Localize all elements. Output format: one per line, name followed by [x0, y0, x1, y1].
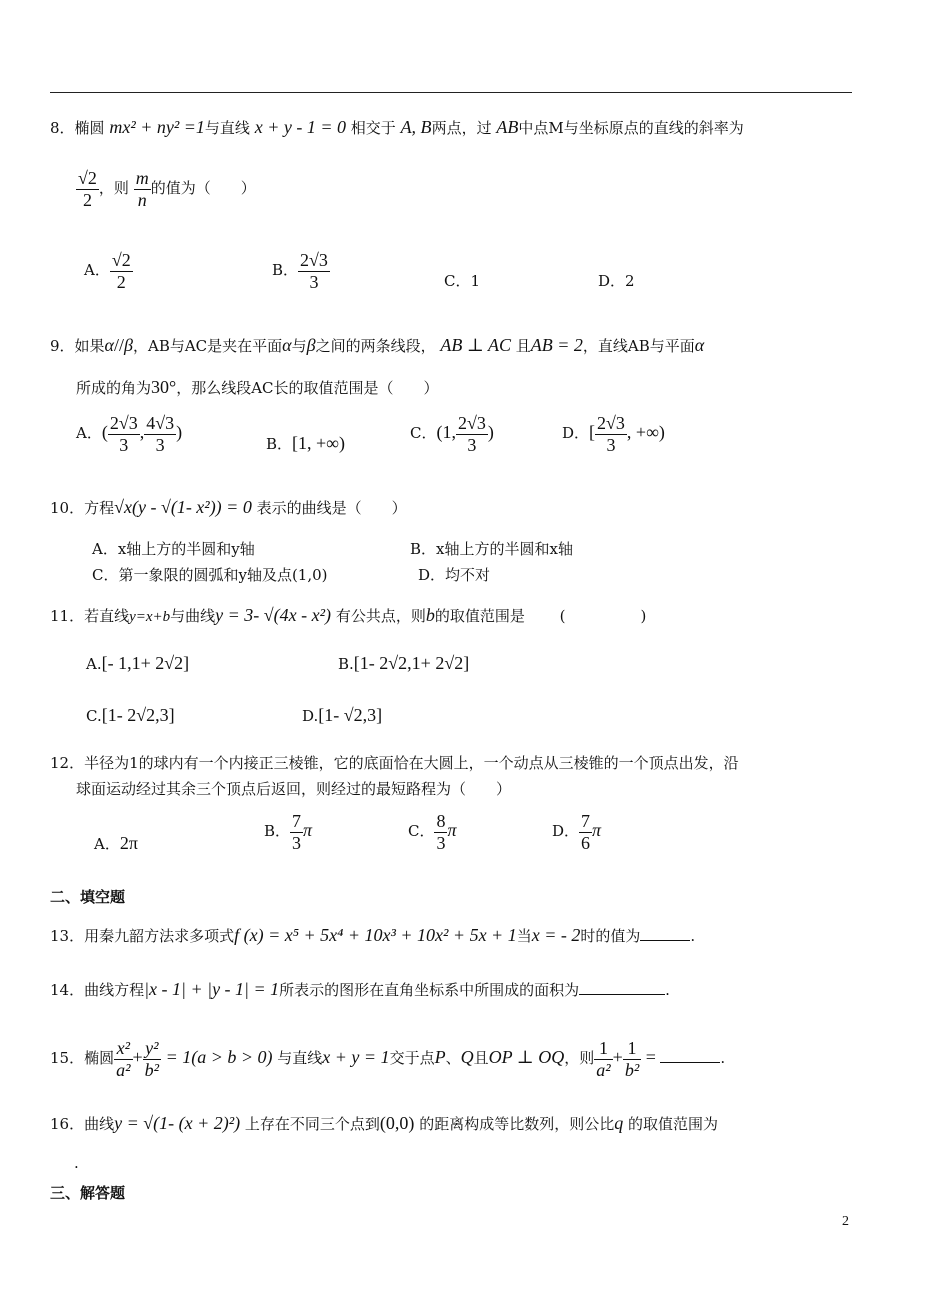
q13-polynomial: f (x) = x⁵ + 5x⁴ + 10x³ + 10x² + 5x + 1 [234, 925, 517, 945]
q9-perp-condition: AB ⊥ AC [440, 335, 511, 355]
q9-number: 9．如果 [50, 337, 105, 355]
header-rule [50, 92, 852, 93]
q8-option-a: A． $\frac{√2}{2}$ [84, 249, 131, 292]
question-12-line2: 球面运动经过其余三个顶点后返回，则经过的最短路程为（ ） [76, 780, 512, 798]
question-8-line2: $\frac{√2}{2}$ ，则 $\frac{m}{n}$ 的值为（ ） [78, 167, 256, 210]
q8-option-b: B． $\frac{2√3}{3}$ [272, 249, 328, 292]
question-9-line2: 所成的角为30°，那么线段AC长的取值范围是（ ） [76, 377, 439, 397]
page-number: 2 [842, 1214, 849, 1229]
q10-option-c: C．第一象限的圆弧和y轴及点(1,0) [92, 566, 328, 584]
q12-option-d: D． $\frac{7}{6}$ π [552, 810, 602, 853]
q8-number: 8． [50, 119, 75, 137]
q12-option-b: B． $\frac{7}{3}$ π [264, 810, 313, 853]
q9-option-b: B．[1, +∞) [266, 433, 346, 453]
q11-option-b: B.[1- 2√2,1+ 2√2] [338, 653, 470, 673]
q10-option-a: A．x轴上方的半圆和y轴 [92, 540, 255, 558]
q9-option-c: C．(1, $\frac{2√3}{3}$ ) [410, 412, 494, 455]
q8-option-c: C．1 [444, 272, 481, 290]
section-fill-in-title: 二、填空题 [50, 888, 126, 906]
q12-option-c: C． $\frac{8}{3}$ π [408, 810, 457, 853]
q9-angle: 30° [151, 377, 177, 397]
question-9-line1: 9．如果α//β，AB与AC是夹在平面α与β之间的两条线段， AB ⊥ AC 且AB = 2，直线AB与平面α [50, 335, 705, 355]
q12-option-a: A．2π [94, 833, 138, 853]
q16-answer-dot: . [74, 1154, 79, 1172]
question-14: 14．曲线方程|x - 1| + |y - 1| = 1所表示的图形在直角坐标系中所围成的面积为 . [50, 979, 670, 999]
question-15: 15．椭圆 $\frac{\text{x²}}{\text{a²}}$ + $\frac{\text{y²}}{\text{b²}}$ = 1(a > b > 0) 与直线x + y = 1交于点P、Q且OP ⊥ OQ，则 $\frac{1}{\text{a²}}$ + $\frac{1}{\text{b²}}$ = . [50, 1037, 726, 1080]
question-8-line1: 8．椭圆 mx² + ny² =1与直线 x + y - 1 = 0 相交于 A, B两点，过 AB中点M与坐标原点的直线的斜率为 [50, 117, 744, 137]
q14-equation: |x - 1| + |y - 1| = 1 [144, 979, 280, 999]
q11-number: 11．若直线 [50, 607, 130, 625]
q11-curve: y = 3- √(4x - x²) [215, 605, 332, 625]
q8-option-d: D．2 [598, 272, 635, 290]
q14-number: 14．曲线方程 [50, 981, 145, 999]
question-12-line1: 12．半径为1的球内有一个内接正三棱锥，它的底面恰在大圆上，一个动点从三棱锥的一个顶点出发，沿 [50, 754, 739, 772]
q8-slope-fraction: $\frac{√2}{2}$ [78, 167, 97, 210]
q10-option-d: D．均不对 [418, 566, 491, 584]
section-answer-title: 三、解答题 [50, 1184, 126, 1202]
q14-answer-blank[interactable] [579, 994, 665, 995]
q16-curve: y = √(1- (x + 2)²) [114, 1113, 241, 1133]
question-13: 13．用秦九韶方法求多项式f (x) = x⁵ + 5x⁴ + 10x³ + 10x² + 5x + 1当x = - 2时的值为 . [50, 925, 696, 945]
question-16: 16．曲线y = √(1- (x + 2)²) 上存在不同三个点到(0,0) 的距离构成等比数列，则公比q 的取值范围为 [50, 1113, 719, 1133]
q13-answer-blank[interactable] [640, 940, 690, 941]
question-10: 10．方程√x(y - √(1- x²)) = 0 表示的曲线是（ ） [50, 497, 407, 517]
q9-option-a: A．( $\frac{2√3}{3}$ , $\frac{4√3}{3}$ ) [76, 412, 183, 455]
q9-option-d: D．[ $\frac{2√3}{3}$ , +∞) [562, 412, 665, 455]
q16-number: 16．曲线 [50, 1115, 115, 1133]
q13-number: 13．用秦九韶方法求多项式 [50, 927, 235, 945]
q10-equation: √x(y - √(1- x²)) = 0 [114, 497, 252, 517]
q8-m-over-n: $\frac{m}{n}$ [135, 167, 149, 210]
q11-option-a: A.[- 1,1+ 2√2] [86, 653, 190, 673]
q11-option-c: C.[1- 2√2,3] [86, 705, 175, 725]
q8-line-eq: x + y - 1 = 0 [254, 117, 346, 137]
q15-answer-blank[interactable] [660, 1062, 720, 1063]
q8-ellipse-eq: mx² + ny² =1 [109, 117, 205, 137]
q15-number: 15．椭圆 [50, 1049, 115, 1067]
q10-option-b: B．x轴上方的半圆和x轴 [410, 540, 573, 558]
q10-number: 10．方程 [50, 499, 115, 517]
q11-option-d: D.[1- √2,3] [302, 705, 383, 725]
question-11: 11．若直线y=x+b与曲线y = 3- √(4x - x²) 有公共点，则b的取值范围是 ( ) [50, 605, 647, 625]
